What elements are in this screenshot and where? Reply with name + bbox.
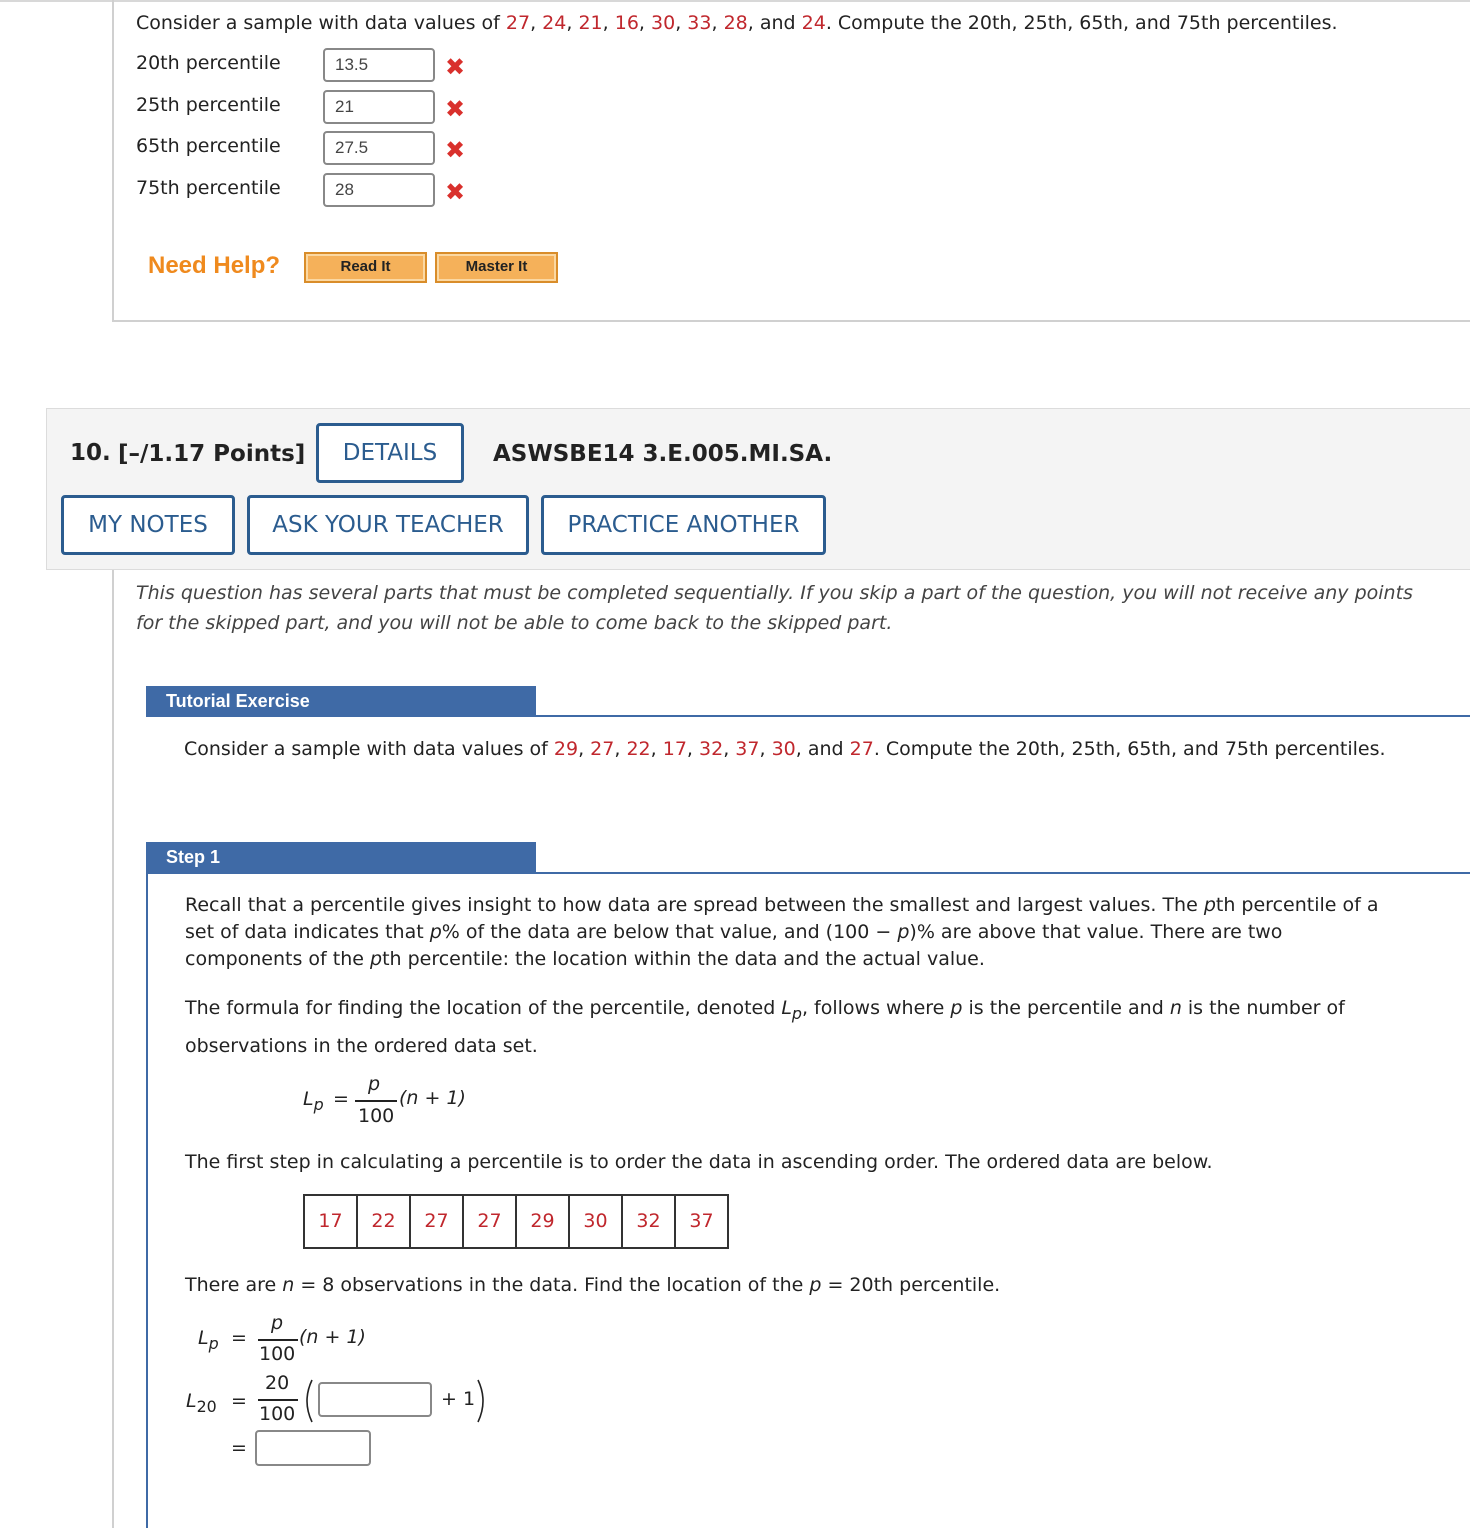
q9-value: 28 — [723, 12, 748, 34]
formula-numerator: p — [368, 1073, 381, 1095]
work-equals: = — [231, 1390, 247, 1412]
question-code: ASWSBE14 3.E.005.MI.SA. — [493, 441, 833, 467]
q9-label-65th: 65th percentile — [136, 135, 281, 157]
q9-answer-75th-input[interactable]: 28 — [323, 173, 435, 207]
work-equals: = — [231, 1437, 247, 1459]
step-rule — [146, 872, 1470, 874]
work-denominator: 100 — [259, 1403, 296, 1425]
work-plus-one: + 1 — [441, 1388, 476, 1410]
q9-value: 24 — [542, 12, 567, 34]
formula-equals: = — [333, 1088, 349, 1110]
formula-fraction-bar — [355, 1100, 397, 1102]
q9-value: 21 — [578, 12, 603, 34]
ordered-value-cell: 37 — [674, 1194, 729, 1249]
q9-label-75th: 75th percentile — [136, 177, 281, 199]
q9-value: 30 — [651, 12, 676, 34]
formula-lhs: $L_p$ — [303, 1088, 324, 1114]
question-points: [–/1.17 Points] — [118, 441, 306, 467]
instructions-line: for the skipped part, and you will not be able to come back to the skipped part. — [136, 612, 893, 634]
details-button[interactable]: DETAILS — [316, 423, 464, 483]
step-recall-paragraph: Recall that a percentile gives insight to how data are spread between the smallest and largest values. The pth percentile of a set of data indicates that p% of the data are below that value, and (100 − p)% are above that value. There are two components of the pth percentile: the location within the data and the actual value. — [185, 894, 1379, 970]
step-left-border — [146, 872, 148, 1528]
master-it-button[interactable]: Master It — [435, 252, 558, 283]
tutorial-value: 22 — [626, 738, 651, 760]
tutorial-value: 29 — [553, 738, 579, 760]
ordered-value-cell: 32 — [621, 1194, 676, 1249]
formula-tail: (n + 1) — [399, 1087, 466, 1109]
work-lhs-lp: $L_p$ — [198, 1327, 219, 1353]
right-parenthesis — [474, 1378, 492, 1424]
incorrect-icon: ✖ — [445, 95, 466, 123]
n-answer-input[interactable] — [318, 1382, 432, 1417]
need-help-label: Need Help? — [148, 252, 281, 279]
ordered-value-cell: 30 — [568, 1194, 623, 1249]
observations-text: There are n = 8 observations in the data. Find the location of the p = 20th percentile. — [185, 1274, 1001, 1296]
q9-label-25th: 25th percentile — [136, 94, 281, 116]
work-tail: (n + 1) — [299, 1326, 366, 1348]
work-fraction-bar — [258, 1399, 298, 1401]
work-numerator-20: 20 — [265, 1372, 290, 1394]
ordered-data-table — [305, 1194, 729, 1249]
tutorial-value: 37 — [735, 738, 760, 760]
read-it-button[interactable]: Read It — [304, 252, 427, 283]
work-numerator: p — [271, 1312, 284, 1334]
q9-value: 33 — [687, 12, 712, 34]
tutorial-value: 32 — [699, 738, 724, 760]
tutorial-value: 30 — [771, 738, 796, 760]
ordered-value-cell: 17 — [303, 1194, 358, 1249]
step-formula-paragraph: The formula for finding the location of the percentile, denoted $L_p$, follows where p is the percentile and n is the number of observations in the ordered data set. — [185, 997, 1345, 1057]
question-body-border — [112, 570, 114, 1528]
q9-value: 24 — [801, 12, 826, 34]
q9-value: 16 — [614, 12, 639, 34]
ordering-instruction: The first step in calculating a percentile is to order the data in ascending order. The ordered data are below. — [185, 1151, 1213, 1173]
instructions-line: This question has several parts that must be completed sequentially. If you skip a part of the question, you will not receive any points — [136, 582, 1413, 604]
q9-label-20th: 20th percentile — [136, 52, 281, 74]
incorrect-icon: ✖ — [445, 178, 466, 206]
step-1-header: Step 1 — [146, 842, 536, 872]
work-fraction-bar — [258, 1339, 298, 1341]
question-number: 10. — [70, 440, 111, 466]
ordered-value-cell: 27 — [462, 1194, 517, 1249]
q9-value: 27 — [505, 12, 531, 34]
my-notes-button[interactable]: MY NOTES — [61, 495, 235, 555]
ordered-value-cell: 29 — [515, 1194, 570, 1249]
tutorial-value: 27 — [590, 738, 615, 760]
sequential-instructions — [136, 578, 1466, 638]
work-denominator: 100 — [259, 1343, 296, 1365]
q9-answer-25th-input[interactable]: 21 — [323, 90, 435, 124]
tutorial-exercise-header: Tutorial Exercise — [146, 686, 536, 716]
tutorial-rule — [146, 715, 1470, 717]
practice-another-button[interactable]: PRACTICE ANOTHER — [541, 495, 826, 555]
tutorial-value: 27 — [849, 738, 874, 760]
work-lhs-l20: $L_{20}$ — [186, 1390, 217, 1416]
tutorial-value: 17 — [662, 738, 687, 760]
location-answer-input[interactable] — [255, 1430, 371, 1466]
incorrect-icon: ✖ — [445, 136, 466, 164]
incorrect-icon: ✖ — [445, 53, 466, 81]
tutorial-prompt: Consider a sample with data values of 29, 27, 22, 17, 32, 37, 30, and 27. Compute the 20th, 25th, 65th, and 75th percentiles. — [184, 738, 1386, 760]
q9-answer-20th-input[interactable]: 13.5 — [323, 48, 435, 82]
q9-prompt: Consider a sample with data values of 27, 24, 21, 16, 30, 33, 28, and 24. Compute the 20th, 25th, 65th, and 75th percentiles. — [136, 12, 1338, 34]
ordered-value-cell: 22 — [356, 1194, 411, 1249]
ordered-value-cell: 27 — [409, 1194, 464, 1249]
q9-prompt-start: Consider a sample with data values of — [136, 12, 506, 34]
work-equals: = — [231, 1327, 247, 1349]
formula-denominator: 100 — [358, 1105, 395, 1127]
q9-answer-65th-input[interactable]: 27.5 — [323, 131, 435, 165]
ask-your-teacher-button[interactable]: ASK YOUR TEACHER — [247, 495, 529, 555]
left-parenthesis — [298, 1378, 316, 1424]
q9-prompt-end: . Compute the 20th, 25th, 65th, and 75th percentiles. — [825, 12, 1338, 34]
